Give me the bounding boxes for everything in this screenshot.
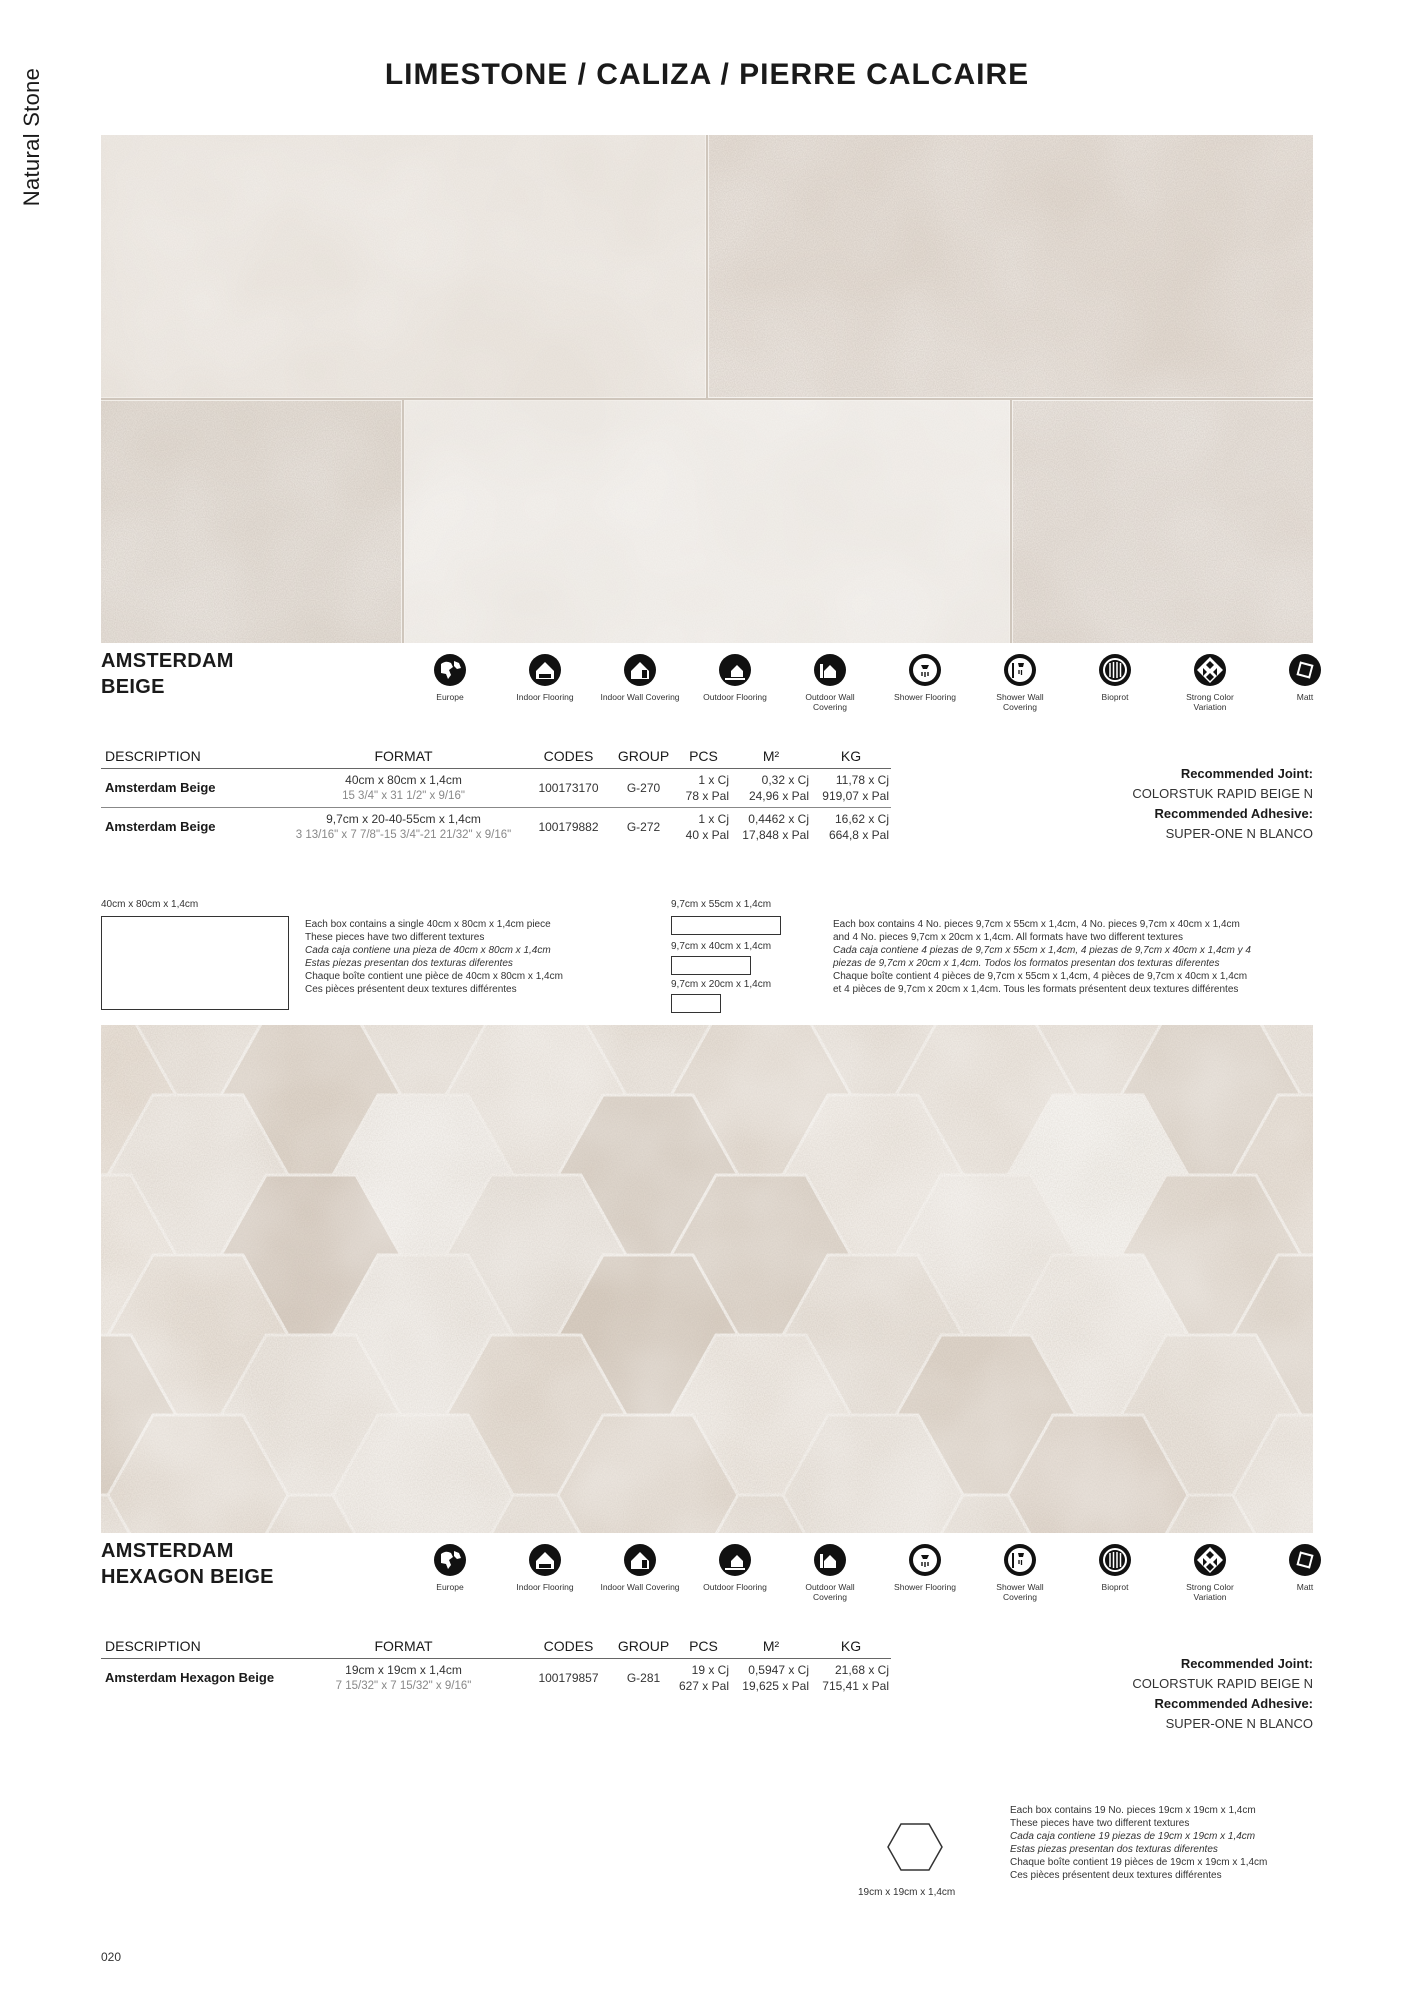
col-codes: CODES <box>526 746 611 768</box>
feature-indoor-wall: Indoor Wall Covering <box>600 652 680 702</box>
cell-code: 100179857 <box>538 1670 599 1685</box>
col-m2: M² <box>731 746 811 768</box>
tile-texture-hexagon <box>101 1025 1313 1533</box>
spec-table-amsterdam-beige <box>101 746 981 846</box>
product-name-amsterdam-beige <box>101 648 234 700</box>
col-pcs: PCS <box>676 1636 731 1658</box>
product-name-line2: HEXAGON BEIGE <box>101 1566 274 1588</box>
joint-label: Recommended Joint: <box>1180 1656 1313 1671</box>
outdoor-wall-icon <box>812 1542 848 1578</box>
hexagon-piece-label: 19cm x 19cm x 1,4cm <box>858 1887 956 1898</box>
matt-icon <box>1287 652 1323 688</box>
strong-color-variation-icon <box>1192 1542 1228 1578</box>
cell-group: G-270 <box>611 768 676 807</box>
piece-b-diagram-40 <box>671 956 751 975</box>
feature-outdoor-wall: Outdoor Wall Covering <box>790 652 870 712</box>
feature-indoor-flooring: Indoor Flooring <box>505 1542 585 1592</box>
feature-matt: Matt <box>1265 652 1345 702</box>
feature-icons-row-1 <box>410 652 1314 732</box>
cell-kg: 16,62 x Cj 664,8 x Pal <box>828 811 889 842</box>
cell-kg: 21,68 x Cj 715,41 x Pal <box>822 1662 889 1693</box>
col-description: DESCRIPTION <box>101 746 281 768</box>
adhesive-label: Recommended Adhesive: <box>1154 1696 1313 1711</box>
cell-m2: 0,5947 x Cj 19,625 x Pal <box>742 1662 809 1693</box>
recommendations-amsterdam-beige <box>1013 764 1313 844</box>
piece-a-label: 40cm x 80cm x 1,4cm <box>101 899 199 910</box>
feature-outdoor-flooring: Outdoor Flooring <box>695 1542 775 1592</box>
cell-pcs: 1 x Cj 78 x Pal <box>676 768 731 807</box>
adhesive-value: SUPER-ONE N BLANCO <box>1165 1716 1313 1731</box>
cell-pcs: 19 x Cj 627 x Pal <box>678 1662 729 1693</box>
feature-bioprot: Bioprot <box>1075 652 1155 702</box>
feature-shower-flooring: Shower Flooring <box>885 652 965 702</box>
side-label-text: Natural Stone <box>19 67 44 207</box>
spec-table <box>101 1636 891 1697</box>
cell-description: Amsterdam Beige <box>101 768 281 807</box>
globe-europe-icon <box>432 652 468 688</box>
feature-bioprot: Bioprot <box>1075 1542 1155 1592</box>
cell-description: Amsterdam Hexagon Beige <box>105 1669 275 1685</box>
product-name-amsterdam-hexagon-beige <box>101 1538 274 1590</box>
cell-format: 19cm x 19cm x 1,4cm 7 15/32" x 7 15/32" x 9/16" <box>335 1662 472 1692</box>
adhesive-label: Recommended Adhesive: <box>1154 806 1313 821</box>
cell-m2: 0,4462 x Cj 17,848 x Pal <box>742 811 809 842</box>
feature-europe: Europe <box>410 652 490 702</box>
globe-europe-icon <box>432 1542 468 1578</box>
product-name-line1: AMSTERDAM <box>101 1540 234 1562</box>
feature-icons-row-2 <box>410 1542 1314 1622</box>
piece-b-diagram-55 <box>671 916 781 935</box>
feature-shower-wall: Shower Wall Covering <box>980 652 1060 712</box>
piece-b-diagram-20 <box>671 994 721 1013</box>
product-name-line1: AMSTERDAM <box>101 650 234 672</box>
house-wall-icon <box>622 1542 658 1578</box>
matt-icon <box>1287 1542 1323 1578</box>
shower-floor-icon <box>907 652 943 688</box>
house-floor-icon <box>527 1542 563 1578</box>
spec-table-amsterdam-hexagon-beige <box>101 1636 981 1697</box>
cell-group: G-281 <box>626 1670 661 1685</box>
outdoor-wall-icon <box>812 652 848 688</box>
recommendations-amsterdam-hexagon-beige <box>1013 1654 1313 1734</box>
piece-a-description: Each box contains a single 40cm x 80cm x 1,4cm piece These pieces have two different textures Cada caja contiene una pieza de 40cm x 80cm x 1,4cm Estas piezas presentan dos texturas diferentes Chaque boîte contient une pièce de 40cm x 80cm x 1,4cm Ces pièces présentent deux textures différentes <box>305 919 563 995</box>
feature-shower-wall: Shower Wall Covering <box>980 1542 1060 1602</box>
piece-b-label-55: 9,7cm x 55cm x 1,4cm <box>671 899 772 910</box>
outdoor-floor-icon <box>717 652 753 688</box>
cell-format: 9,7cm x 20-40-55cm x 1,4cm 3 13/16" x 7 7/8"-15 3/4"-21 21/32" x 9/16" <box>295 811 512 841</box>
feature-shower-flooring: Shower Flooring <box>885 1542 965 1592</box>
strong-color-variation-icon <box>1192 652 1228 688</box>
table-row <box>101 768 891 807</box>
shower-floor-icon <box>907 1542 943 1578</box>
page-title: LIMESTONE / CALIZA / PIERRE CALCAIRE <box>384 58 1030 91</box>
cell-kg: 11,78 x Cj 919,07 x Pal <box>811 768 891 807</box>
outdoor-floor-icon <box>717 1542 753 1578</box>
cell-m2: 0,32 x Cj 24,96 x Pal <box>731 768 811 807</box>
col-kg: KG <box>811 746 891 768</box>
house-wall-icon <box>622 652 658 688</box>
cell-code: 100179882 <box>538 819 599 834</box>
product-name-line2: BEIGE <box>101 676 165 698</box>
col-group: GROUP <box>611 746 676 768</box>
hexagon-piece-description: Each box contains 19 No. pieces 19cm x 19cm x 1,4cm These pieces have two different textures Cada caja contiene 19 piezas de 19cm x 19cm x 1,4cm Estas piezas presentan dos texturas diferentes Chaque boîte contient 19 pièces de 19cm x 19cm x 1,4cm Ces pièces présentent deux textures différentes <box>1010 1805 1268 1881</box>
spec-table <box>101 746 891 846</box>
house-floor-icon <box>527 652 563 688</box>
feature-europe: Europe <box>410 1542 490 1592</box>
shower-wall-icon <box>1002 652 1038 688</box>
cell-pcs: 1 x Cj 40 x Pal <box>685 811 729 842</box>
adhesive-value: SUPER-ONE N BLANCO <box>1165 826 1313 841</box>
cell-group: G-272 <box>626 819 661 834</box>
joint-label: Recommended Joint: <box>1180 766 1313 781</box>
piece-b-label-40: 9,7cm x 40cm x 1,4cm <box>671 941 772 952</box>
piece-a-diagram <box>101 916 289 1010</box>
table-row <box>101 1658 891 1697</box>
col-kg: KG <box>811 1636 891 1658</box>
cell-code: 100173170 <box>526 768 611 807</box>
shower-wall-icon <box>1002 1542 1038 1578</box>
table-header-row <box>101 746 891 768</box>
col-format: FORMAT <box>281 1636 526 1658</box>
product-photo-amsterdam-hexagon-beige <box>101 1025 1313 1533</box>
cell-format: 40cm x 80cm x 1,4cm 15 3/4" x 31 1/2" x 9/16" <box>281 768 526 807</box>
feature-strong-color-variation: Strong Color Variation <box>1170 652 1250 712</box>
col-description: DESCRIPTION <box>101 1636 281 1658</box>
piece-b-label-20: 9,7cm x 20cm x 1,4cm <box>671 979 772 990</box>
feature-strong-color-variation: Strong Color Variation <box>1170 1542 1250 1602</box>
tile-texture-rect <box>101 135 1313 643</box>
col-codes: CODES <box>526 1636 611 1658</box>
bioprot-icon <box>1097 1542 1133 1578</box>
col-m2: M² <box>731 1636 811 1658</box>
piece-b-description: Each box contains 4 No. pieces 9,7cm x 55cm x 1,4cm, 4 No. pieces 9,7cm x 40cm x 1,4cm and 4 No. pieces 9,7cm x 20cm x 1,4cm. All formats have two different textures Cada caja contiene 4 piezas de 9,7cm x 55cm x 1,4cm, 4 piezas de 9,7cm x 40cm x 1,4cm y 4 piezas de 9,7cm x 20cm x 1,4cm. Todos los formatos presentan dos texturas diferentes Chaque boîte contient 4 pièces de 9,7cm x 55cm x 1,4cm, 4 pièces de 9,7cm x 40cm x 1,4cm et 4 pièces de 9,7cm x 20cm x 1,4cm. Tous les formats présentent deux textures différentes <box>833 919 1251 995</box>
col-pcs: PCS <box>676 746 731 768</box>
product-photo-amsterdam-beige <box>101 135 1313 643</box>
feature-matt: Matt <box>1265 1542 1345 1592</box>
col-group: GROUP <box>611 1636 676 1658</box>
joint-value: COLORSTUK RAPID BEIGE N <box>1132 786 1313 801</box>
table-row <box>101 807 891 846</box>
col-format: FORMAT <box>281 746 526 768</box>
feature-outdoor-wall: Outdoor Wall Covering <box>790 1542 870 1602</box>
hexagon-piece-diagram <box>887 1822 943 1872</box>
feature-outdoor-flooring: Outdoor Flooring <box>695 652 775 702</box>
table-header-row <box>101 1636 891 1658</box>
bioprot-icon <box>1097 652 1133 688</box>
feature-indoor-flooring: Indoor Flooring <box>505 652 585 702</box>
joint-value: COLORSTUK RAPID BEIGE N <box>1132 1676 1313 1691</box>
cell-description: Amsterdam Beige <box>105 818 216 834</box>
page-number: 020 <box>101 1950 122 1964</box>
feature-indoor-wall: Indoor Wall Covering <box>600 1542 680 1592</box>
